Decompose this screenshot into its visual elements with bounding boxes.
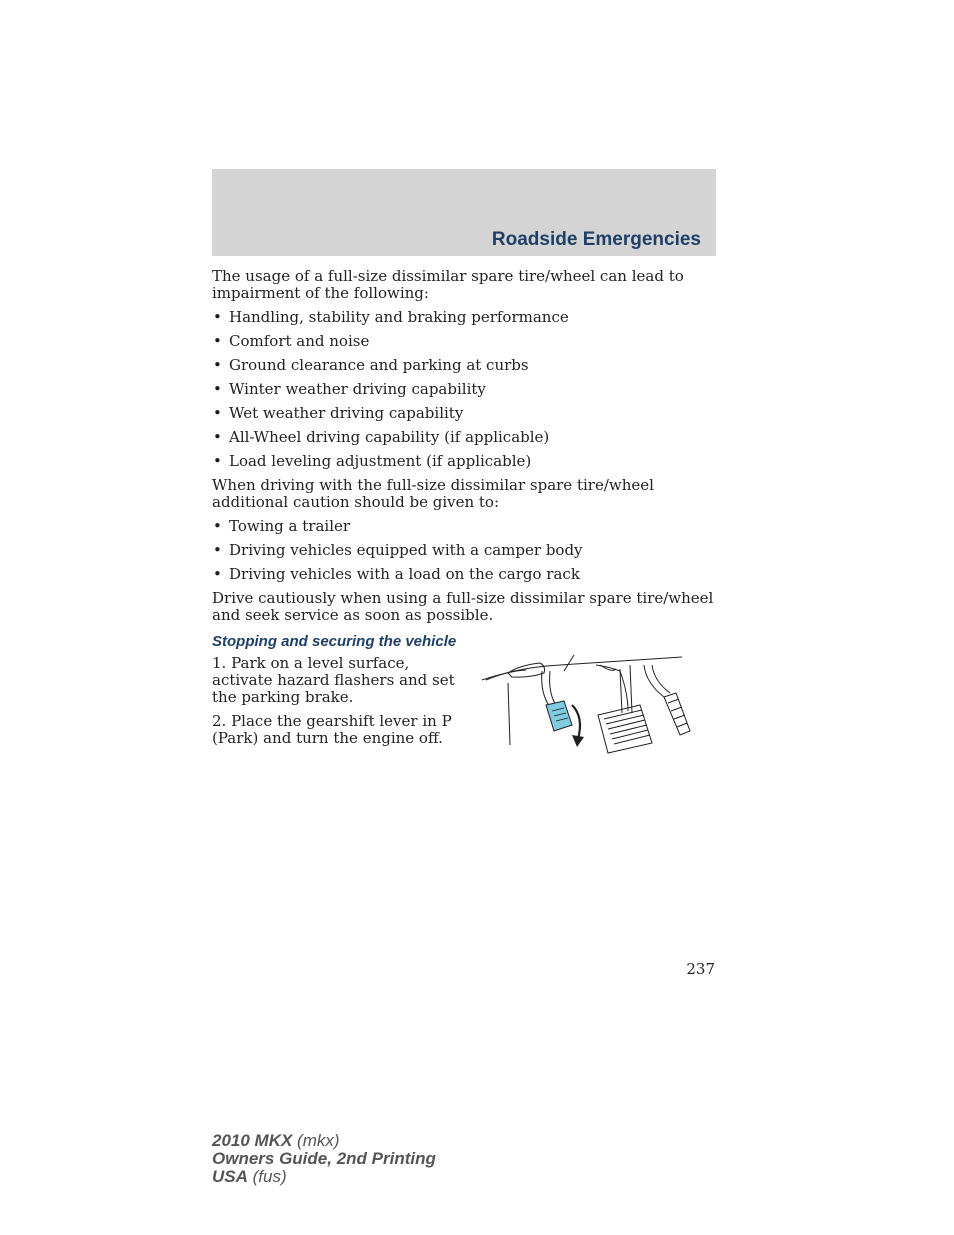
steps-section: [212, 655, 716, 785]
document-footer: [212, 1132, 436, 1186]
bullet-icon: •: [213, 517, 222, 535]
bullet-icon: •: [213, 541, 222, 559]
step-item: 2. Place the gearshift lever in P (Park) and turn the engine off.: [212, 712, 452, 747]
bullet-icon: •: [213, 356, 222, 374]
list-item: • Comfort and noise: [213, 332, 370, 350]
closing-paragraph: Drive cautiously when using a full-size dissimilar spare tire/wheel and seek service as soon as possible.: [212, 589, 714, 624]
list-item: • Load leveling adjustment (if applicable): [213, 452, 532, 470]
steps-list: [212, 655, 460, 754]
parking-brake-pedal-illustration: [480, 653, 695, 783]
bullet-icon: •: [213, 452, 222, 470]
footer-region-line: USA (fus): [212, 1167, 287, 1186]
page-content: [212, 268, 716, 785]
footer-model-line: 2010 MKX (mkx): [212, 1131, 340, 1150]
list-item: • Winter weather driving capability: [213, 380, 486, 398]
list-item: • Wet weather driving capability: [213, 404, 464, 422]
list-item: • Driving vehicles with a load on the cargo rack: [213, 565, 580, 583]
subsection-heading: Stopping and securing the vehicle: [212, 633, 457, 650]
bullet-icon: •: [213, 380, 222, 398]
footer-edition-line: Owners Guide, 2nd Printing: [212, 1149, 436, 1168]
list-item: • Handling, stability and braking performance: [213, 308, 569, 326]
caution-list: [212, 518, 716, 583]
bullet-icon: •: [213, 332, 222, 350]
bullet-icon: •: [213, 308, 222, 326]
section-header-band: [212, 169, 716, 256]
bullet-icon: •: [213, 404, 222, 422]
impairment-list: [212, 309, 716, 470]
caution-intro-paragraph: When driving with the full-size dissimilar spare tire/wheel additional caution should be given to:: [212, 476, 654, 511]
step-item: 1. Park on a level surface, activate hazard flashers and set the parking brake.: [212, 654, 455, 706]
list-item: • Towing a trailer: [213, 517, 351, 535]
list-item: • Driving vehicles equipped with a camper body: [213, 541, 583, 559]
intro-paragraph: The usage of a full-size dissimilar spare tire/wheel can lead to impairment of the following:: [212, 267, 684, 302]
section-title: Roadside Emergencies: [491, 229, 701, 250]
bullet-icon: •: [213, 428, 222, 446]
list-item: • Ground clearance and parking at curbs: [213, 356, 529, 374]
bullet-icon: •: [213, 565, 222, 583]
list-item: • All-Wheel driving capability (if applicable): [213, 428, 550, 446]
page-number: 237: [686, 960, 715, 978]
